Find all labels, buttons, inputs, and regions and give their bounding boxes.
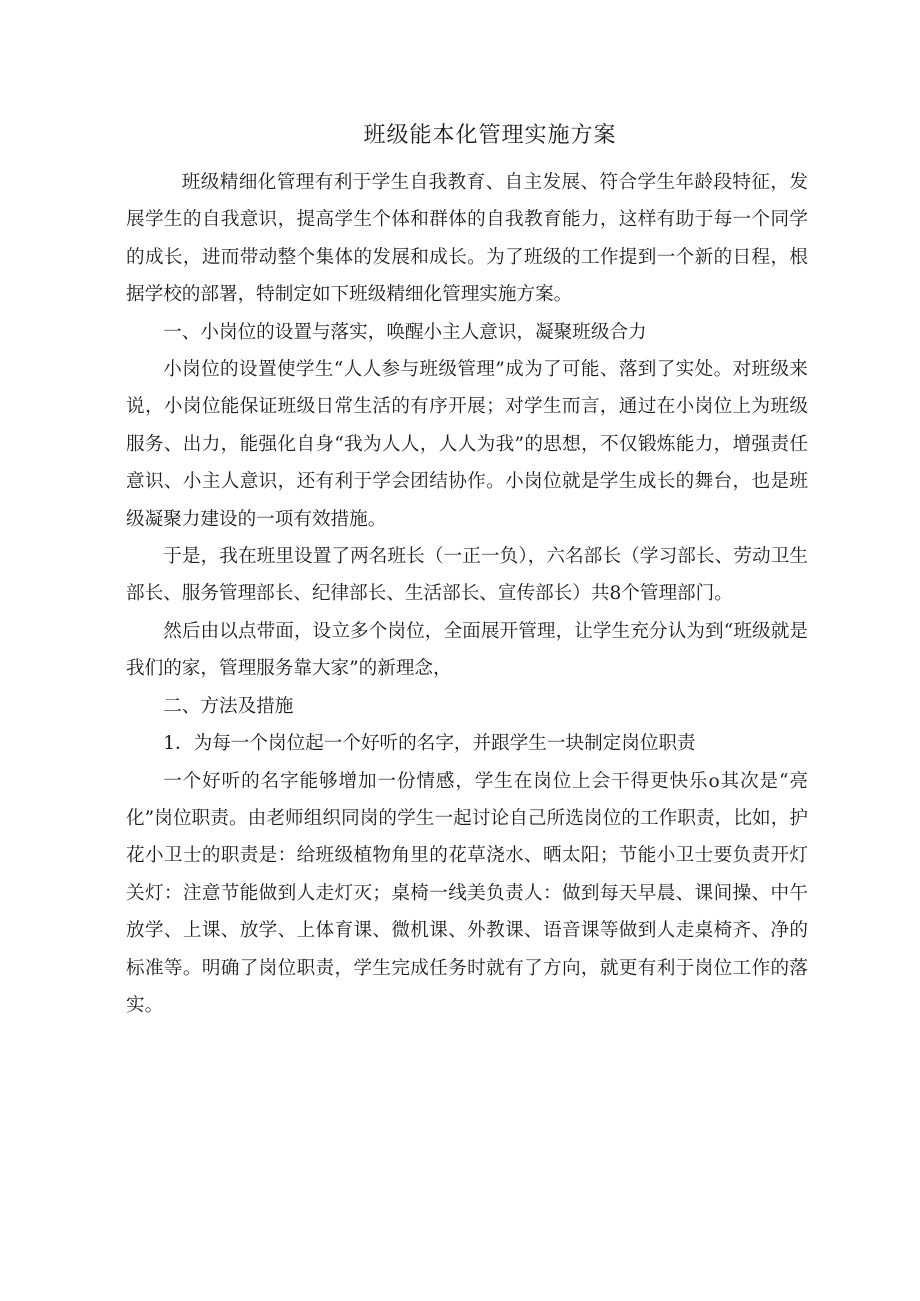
section-heading-1: 一、小岗位的设置与落实，唤醒小主人意识，凝聚班级合力 [163,321,647,343]
body-paragraph: 于是，我在班里设置了两名班长（一正一负），六名部长（学习部长、劳动卫生部长、服务管理部长、纪律部长、生活部长、宣传部长）共8个管理部门。 [126,546,808,605]
section-heading-2: 二、方法及措施 [163,695,294,717]
subsection-heading-1: 1．为每一个岗位起一个好听的名字，并跟学生一块制定岗位职责 [163,733,696,755]
page-title: 班级能本化管理实施方案 [363,123,617,148]
body-paragraph: 小岗位的设置使学生“人人参与班级管理”成为了可能、落到了实处。对班级来说，小岗位能保证班级日常生活的有序开展；对学生而言，通过在小岗位上为班级服务、出力，能强化自身“我为人人，人人为我”的思想，不仅锻炼能力，增强责任意识、小主人意识，还有利于学会团结协作。小岗位就是学生成长的舞台，也是班级凝聚力建设的一项有效措施。 [126,359,808,530]
intro-paragraph: 班级精细化管理有利于学生自我教育、自主发展、符合学生年龄段特征，发展学生的自我意识，提高学生个体和群体的自我教育能力，这样有助于每一个同学的成长，进而带动整个集体的发展和成长。为了班级的工作提到一个新的日程，根据学校的部署，特制定如下班级精细化管理实施方案。 [126,172,808,306]
document-body [126,164,808,1024]
body-paragraph: 一个好听的名字能够增加一份情感，学生在岗位上会干得更快乐o其次是“亮化”岗位职责。由老师组织同岗的学生一起讨论自己所选岗位的工作职责，比如，护花小卫士的职责是：给班级植物角里的花草浇水、晒太阳；节能小卫士要负责开灯关灯：注意节能做到人走灯灭；桌椅一线美负责人：做到每天早晨、课间操、中午放学、上课、放学、上体育课、微机课、外教课、语音课等做到人走桌椅齐、净的标准等。明确了岗位职责，学生完成任务时就有了方向，就更有利于岗位工作的落实。 [126,770,808,1016]
body-paragraph: 然后由以点带面，设立多个岗位，全面展开管理，让学生充分认为到“班级就是我们的家，管理服务靠大家”的新理念， [126,620,808,680]
